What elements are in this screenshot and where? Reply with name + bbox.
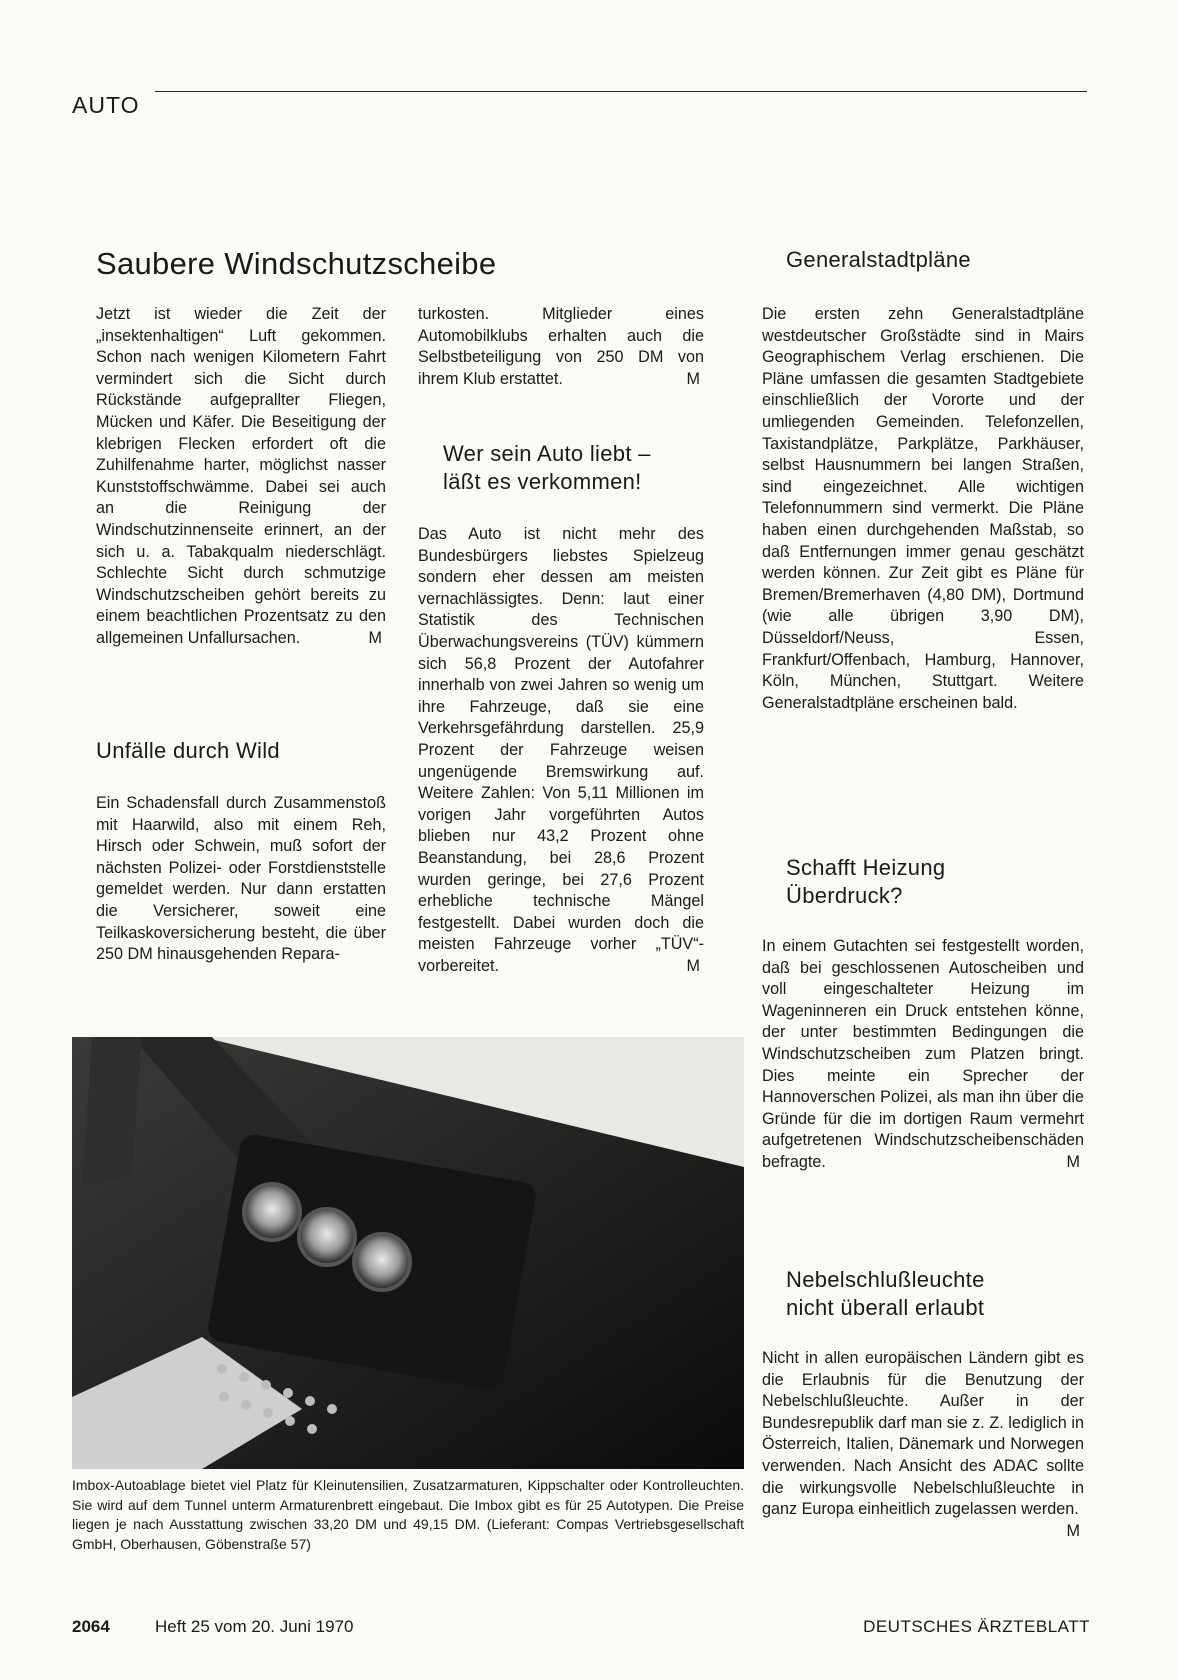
column-3-middle: [762, 936, 1084, 1174]
article-body-generalstadtplaene: Die ersten zehn Generalstadtpläne westdeutscher Großstädte sind in Mairs Geographischem Verlag erschienen. Die Pläne umfassen die gesamten Stadtgebiete einschließlich der Vororte und der umliegenden Gemeinden. Telefonzellen, Taxistandplätze, Parkplätze, Parkhäuser, selbst Hausnummern bei langen Straßen, sind eingezeichnet. Alle wichtigen Telefonnummern sind vermerkt. Die Pläne haben einen durchgehenden Maßstab, so daß Entfernungen immer genau geschätzt werden können. Zur Zeit gibt es Pläne für Bremen/Bremerhaven (4,80 DM), Dortmund (wie alle übrigen 3,90 DM), Düsseldorf/Neuss, Essen, Frankfurt/Offenbach, Hamburg, Hannover, Köln, München, Stuttgart. Weitere Generalstadtpläne erscheinen bald.: [762, 305, 1084, 712]
article-body-heizung: In einem Gutachten sei festgestellt worden, daß bei geschlossenen Autoscheiben und voll eingeschalteter Heizung im Wageninneren ein Druck entstehen könne, der unter bestimmten Bedingungen die Windschutzscheiben zum Platzen bringt. Dies meinte ein Sprecher der Hannoverschen Polizei, als man ihn über die Gründe für die im dortigen Raum vermehrt aufgetretenen Windschutzscheibenschäden befragte. M: [762, 936, 1084, 1174]
photo-caption-box: [72, 1476, 744, 1554]
column-2: [418, 304, 704, 390]
article-title-heizung: Schafft Heizung Überdruck?: [786, 855, 946, 908]
column-3: [762, 304, 1084, 714]
column-3-lower: [762, 1348, 1084, 1542]
signature: M: [368, 628, 382, 647]
column-2-lower: [418, 524, 704, 977]
article-body-windschutz: Jetzt ist wieder die Zeit der „insektenhaltigen“ Luft gekommen. Schon nach wenigen Kilometern Fahrt vermindert sich die Sicht durch Rückstände aufgeprallter Fliegen, Mücken und Käfer. Die Beseitigung der klebrigen Flecken erfordert oft die Zuhilfenahme harter, möglichst nasser Kunststoffschwämme. Dabei sei auch an die Reinigung der Windschutzinnenseite erinnert, an der sich u. a. Tabakqualm niederschlägt. Schlechte Sicht durch schmutzige Windschutzscheiben gehört bereits zu einem beachtlichen Prozentsatz zu den allgemeinen Unfallursachen. M: [96, 304, 386, 650]
page-number: 2064: [72, 1617, 110, 1636]
article-body-auto-liebt: Das Auto ist nicht mehr des Bundesbürgers liebstes Spielzeug sondern eher dessen am meisten vernachlässigtes. Denn: laut einer Statistik des Technischen Überwachungsvereins (TÜV) kümmern sich 56,8 Prozent der Autofahrer innerhalb von zwei Jahren so wenig um ihre Fahrzeuge, daß sie eine Verkehrsgefährdung darstellen. 25,9 Prozent der Fahrzeuge weisen ungenügende Bremswirkung auf. Weitere Zahlen: Von 5,11 Millionen im vorigen Jahr vorgeführten Autos blieben nur 43,2 Prozent ohne Beanstandung, bei 28,6 Prozent wurden geringe, bei 27,6 Prozent erhebliche technische Mängel festgestellt. Dabei wurden doch die meisten Fahrzeuge vorher „TÜV“-vorbereitet. M: [418, 524, 704, 977]
dashboard-photo: [72, 1037, 744, 1469]
signature: M: [1066, 1152, 1080, 1171]
signature: M: [1066, 1521, 1080, 1540]
article-body-wild-part1: Ein Schadensfall durch Zusammenstoß mit Haarwild, also mit einem Reh, Hirsch oder Schwein, muß sofort der nächsten Polizei- oder Forstdienststelle gemeldet werden. Nur dann erstatten die Versicherer, soweit eine Teilkaskoversicherung besteht, die über 250 DM hinausgehenden Repara-: [96, 794, 386, 964]
section-label: AUTO: [72, 92, 140, 118]
journal-name: DEUTSCHES ÄRZTEBLATT: [863, 1617, 1090, 1636]
issue-info: Heft 25 vom 20. Juni 1970: [155, 1617, 354, 1636]
article-title-wild: Unfälle durch Wild: [96, 738, 280, 763]
article-body-wild-part2: turkosten. Mitglieder eines Automobilklubs erhalten auch die Selbstbeteiligung von 250 DM von ihrem Klub erstattet. M: [418, 304, 704, 390]
signature: M: [686, 956, 700, 975]
article-title-generalstadtplaene: Generalstadtpläne: [786, 247, 971, 272]
column-1-lower: [96, 793, 386, 966]
article-title-nebel: Nebelschlußleuchte nicht überall erlaubt: [786, 1267, 985, 1320]
signature: M: [686, 369, 700, 388]
article-title-windschutz: Saubere Windschutzscheibe: [96, 246, 497, 281]
dashboard-photo-image: [72, 1037, 744, 1469]
column-1: [96, 304, 386, 650]
article-title-auto-liebt: Wer sein Auto liebt – läßt es verkommen!: [443, 441, 651, 494]
photo-caption: Imbox-Autoablage bietet viel Platz für Kleinutensilien, Zusatzarmaturen, Kippschalter oder Kontrolleuchten. Sie wird auf dem Tunnel unterm Armaturenbrett eingebaut. Die Imbox gibt es für 25 Autotypen. Die Preise liegen je nach Ausstattung zwischen 33,20 DM und 49,15 DM. (Lieferant: Compas Vertriebsgesellschaft GmbH, Oberhausen, Göbenstraße 57): [72, 1477, 744, 1552]
header-rule: [155, 91, 1087, 92]
article-body-nebel: Nicht in allen europäischen Ländern gibt es die Erlaubnis für die Benutzung der Nebelschlußleuchte. Außer in der Bundesrepublik darf man sie z. Z. lediglich in Österreich, Italien, Dänemark und Norwegen verwenden. Nach Ansicht des ADAC sollte die wirkungsvolle Nebelschlußleuchte in ganz Europa einheitlich zugelassen werden. M: [762, 1348, 1084, 1521]
